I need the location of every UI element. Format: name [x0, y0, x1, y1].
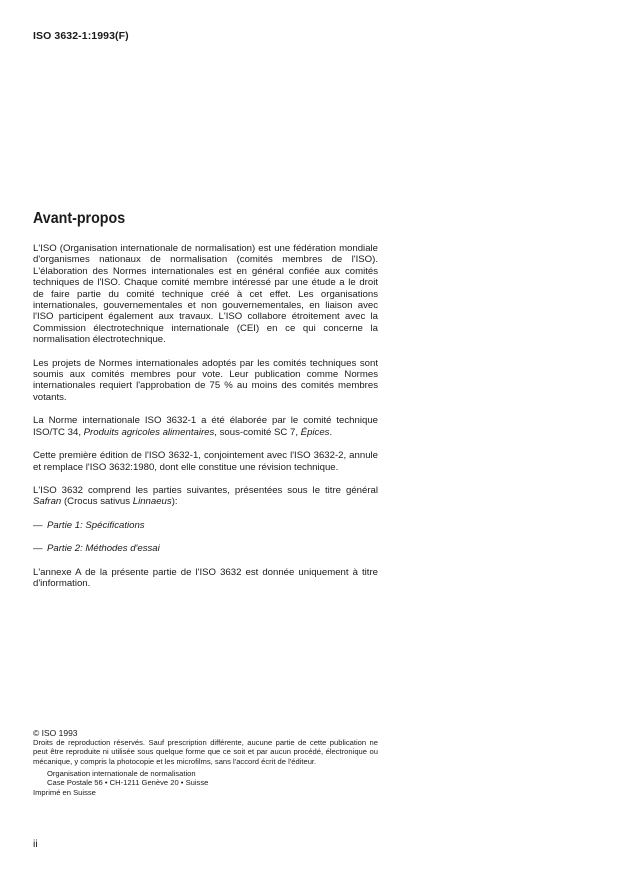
committee-text-b: , sous-comité SC 7, — [214, 426, 301, 438]
dash-marker: — — [33, 519, 43, 531]
paragraph-voting: Les projets de Normes internationales adoptés par les comités techniques sont soumis aux comités membres pour vote. Leur publication comme Normes internationales requiert l'approbation de 75 % au moins des comités membres votants. — [33, 357, 378, 403]
part-1-label: Partie 1: Spécifications — [47, 519, 145, 531]
committee-name: Produits agricoles alimentaires — [83, 426, 215, 438]
rights-notice: Droits de reproduction réservés. Sauf prescription différente, aucune partie de cette publication ne peut être reproduite ni utilisée sous quelque forme que ce soit et par aucun procédé, électronique ou mécanique, y compris la photocopie et les microfilms, sans l'accord écrit de l'éditeur. — [33, 738, 378, 766]
paragraph-annex: L'annexe A de la présente partie de l'ISO 3632 est donnée uniquement à titre d'information. — [33, 566, 378, 589]
list-item-part-2 — [33, 543, 378, 554]
copyright-line: © ISO 1993 — [33, 728, 78, 738]
dash-marker: — — [33, 543, 43, 555]
publisher-address — [47, 769, 378, 787]
section-title: Avant-propos — [33, 210, 126, 227]
publisher-org: Organisation internationale de normalisation — [47, 768, 196, 778]
subcommittee-name: Épices — [300, 426, 330, 438]
paragraph-edition: Cette première édition de l'ISO 3632-1, conjointement avec l'ISO 3632-2, annule et remplace l'ISO 3632:1980, dont elle constitue une révision technique. — [33, 450, 378, 473]
publisher-postal: Case Postale 56 • CH-1211 Genève 20 • Suisse — [47, 778, 209, 788]
parts-text-b: (Crocus sativus — [61, 496, 133, 508]
parts-text-a: L'ISO 3632 comprend les parties suivantes, présentées sous le titre général — [33, 484, 378, 496]
part-2-label: Partie 2: Méthodes d'essai — [47, 543, 160, 555]
parts-species: Linnaeus — [132, 496, 172, 508]
paragraph-parts — [33, 485, 378, 508]
paragraph-committee — [33, 415, 378, 438]
copyright-block — [33, 729, 378, 797]
parts-title: Safran — [33, 496, 62, 508]
document-id: ISO 3632-1:1993(F) — [33, 30, 129, 42]
parts-text-c: ): — [171, 496, 178, 508]
committee-text-c: . — [329, 426, 333, 438]
list-item-part-1 — [33, 520, 378, 531]
paragraph-iso-intro: L'ISO (Organisation internationale de normalisation) est une fédération mondiale d'organismes nationaux de normalisation (comités membres de l'ISO). L'élaboration des Normes internationales est en général confiée aux comités techniques de l'ISO. Chaque comité membre intéressé par une étude a le droit de faire partie du comité technique créé à cet effet. Les organisations internationales, gouvernementales et non gouvernementales, en liaison avec l'ISO participent également aux travaux. L'ISO collabore étroitement avec la Commission électrotechnique internationale (CEI) en ce qui concerne la normalisation électrotechnique. — [33, 243, 378, 346]
page-number: ii — [33, 838, 38, 850]
committee-text-a: La Norme internationale ISO 3632-1 a été élaborée par le comité technique ISO/TC 34, — [33, 415, 378, 438]
foreword-body — [33, 243, 378, 601]
printed-in: Imprimé en Suisse — [33, 788, 96, 798]
